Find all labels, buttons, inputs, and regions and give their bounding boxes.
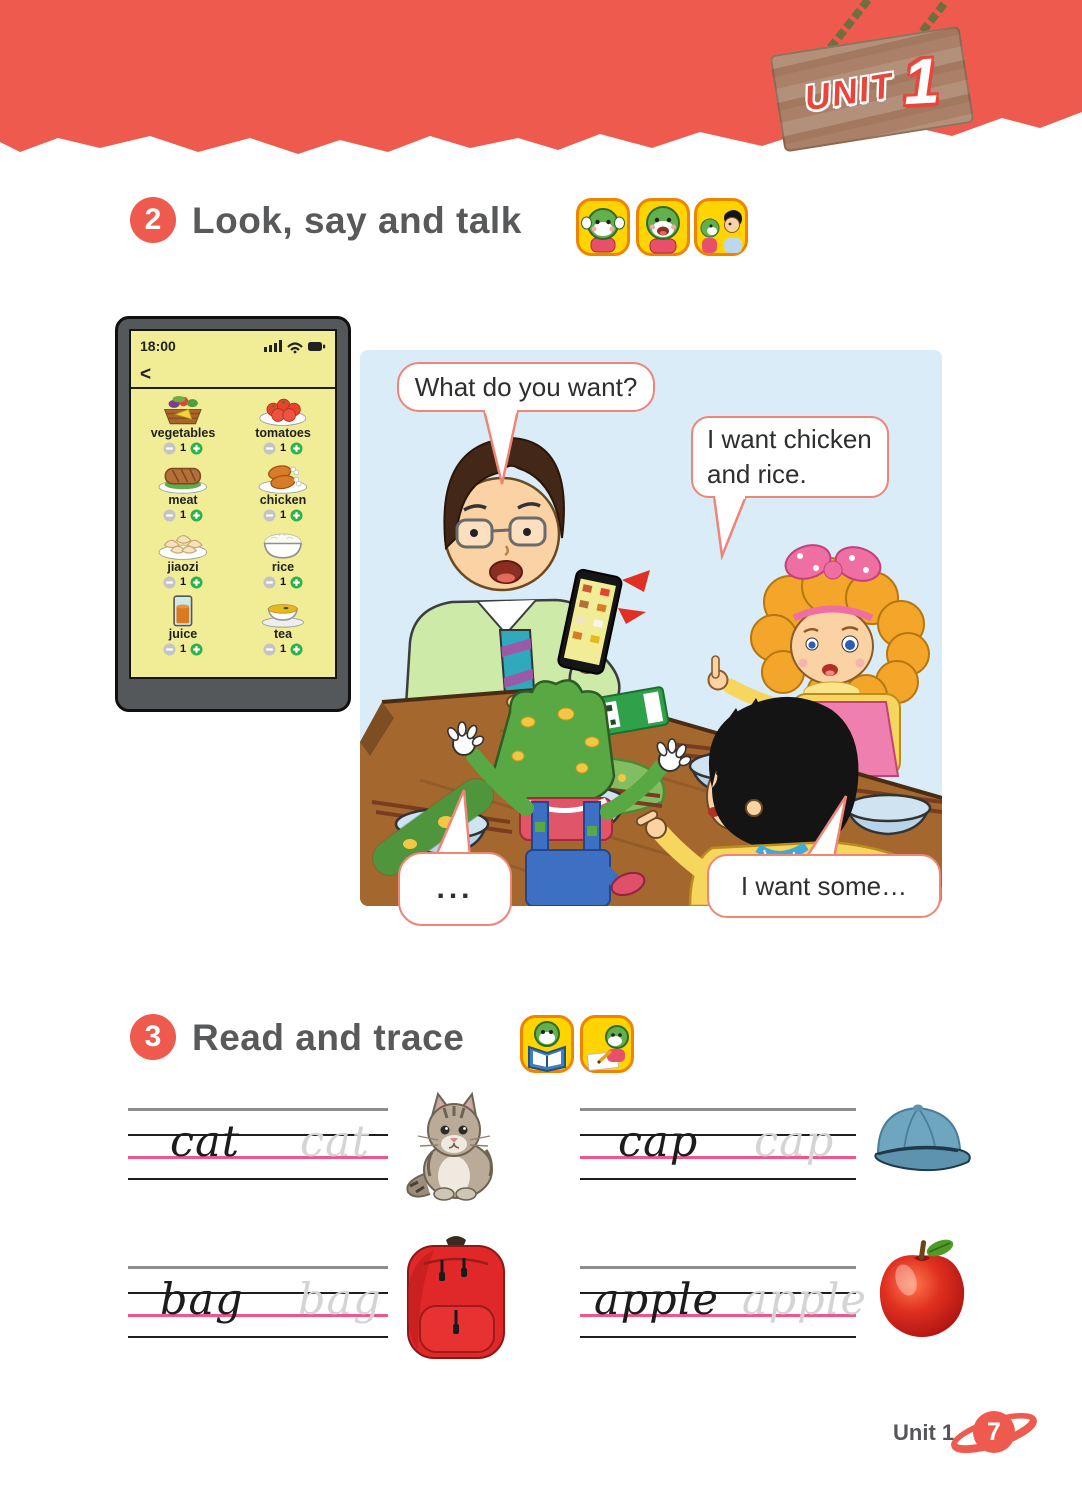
plus-icon[interactable] <box>290 442 303 455</box>
food-item-chicken <box>233 459 333 526</box>
battery-icon <box>308 342 322 351</box>
wifi-icon <box>288 343 302 347</box>
food-item-rice <box>233 526 333 593</box>
page-number: 7 <box>987 1417 1001 1446</box>
speech-bubble-boy <box>707 854 941 918</box>
food-name: juice <box>168 627 198 641</box>
food-item-tomatoes <box>233 392 333 459</box>
vegetables-icon <box>155 392 211 427</box>
jiaozi-icon <box>155 526 211 561</box>
plus-icon[interactable] <box>190 509 203 522</box>
food-name: rice <box>271 560 295 574</box>
quantity-value: 1 <box>179 442 187 455</box>
speech-tail-icon <box>478 410 526 486</box>
trace-lines-cap[interactable] <box>580 1108 856 1180</box>
quantity-value: 1 <box>279 576 287 589</box>
quantity-value: 1 <box>279 509 287 522</box>
trace-word-ghost[interactable]: apple <box>742 1275 867 1325</box>
food-grid <box>131 389 335 663</box>
look-icon <box>576 198 630 256</box>
phone-mock <box>115 316 351 712</box>
trace-lines-apple[interactable] <box>580 1266 867 1338</box>
handheld-phone <box>557 569 623 675</box>
minus-icon[interactable] <box>263 576 276 589</box>
tea-icon <box>255 593 311 628</box>
trace-word-model: apple <box>594 1275 719 1325</box>
quantity-value: 1 <box>279 442 287 455</box>
trace-word-model: bag <box>160 1275 244 1325</box>
quantity-value: 1 <box>179 576 187 589</box>
cap-photo <box>866 1096 978 1190</box>
minus-icon[interactable] <box>163 442 176 455</box>
quantity-value: 1 <box>279 643 287 656</box>
back-button[interactable]: < <box>140 363 152 385</box>
speech-bubble-dragon <box>398 852 512 926</box>
speech-bubble-teacher <box>397 362 655 412</box>
speech-text: ... <box>436 872 474 905</box>
minus-icon[interactable] <box>263 643 276 656</box>
kitten-photo <box>400 1090 512 1202</box>
food-name: chicken <box>259 493 307 507</box>
speech-text: I want some… <box>740 870 908 901</box>
chicken-icon <box>255 459 311 494</box>
trace-word-ghost[interactable]: bag <box>298 1275 382 1325</box>
footer-unit-label: Unit 1 <box>893 1420 955 1445</box>
food-name: meat <box>168 493 198 507</box>
speech-text: What do you want? <box>414 371 638 402</box>
trace-word-model: cat <box>170 1117 240 1167</box>
rice-icon <box>255 526 311 561</box>
plus-icon[interactable] <box>190 576 203 589</box>
minus-icon[interactable] <box>263 442 276 455</box>
speech-text: I want chicken and rice. <box>707 423 872 489</box>
minus-icon[interactable] <box>163 643 176 656</box>
meat-icon <box>155 459 211 494</box>
food-name: tea <box>273 627 293 641</box>
read-icon <box>520 1015 574 1073</box>
section-3-number-badge: 3 <box>130 1014 176 1060</box>
food-name: jiaozi <box>167 560 199 574</box>
speech-tail-icon <box>424 786 476 856</box>
food-item-jiaozi <box>133 526 233 593</box>
phone-statusbar <box>131 331 335 361</box>
trace-word-ghost[interactable]: cat <box>300 1117 370 1167</box>
unit-sign-number: 1 <box>901 44 941 119</box>
speech-tail-icon <box>706 496 752 560</box>
food-item-tea <box>233 593 333 660</box>
say-icon <box>636 198 690 256</box>
minus-icon[interactable] <box>163 509 176 522</box>
minus-icon[interactable] <box>163 576 176 589</box>
trace-write-icon <box>580 1015 634 1073</box>
speech-bubble-girl <box>691 416 889 498</box>
trace-lines-bag[interactable] <box>128 1266 388 1338</box>
plus-icon[interactable] <box>290 643 303 656</box>
quantity-value: 1 <box>179 643 187 656</box>
sound-mark-icon <box>622 570 650 592</box>
minus-icon[interactable] <box>263 509 276 522</box>
speech-tail-icon <box>800 790 856 858</box>
food-item-juice <box>133 593 233 660</box>
plus-icon[interactable] <box>290 576 303 589</box>
section-2-title: Look, say and talk <box>192 200 522 241</box>
juice-icon <box>155 593 211 628</box>
unit-sign-label: UNIT <box>802 65 897 119</box>
trace-word-model: cap <box>618 1117 699 1167</box>
status-icons <box>264 339 326 354</box>
plus-icon[interactable] <box>290 509 303 522</box>
plus-icon[interactable] <box>190 442 203 455</box>
section-3-title: Read and trace <box>192 1017 465 1058</box>
food-name: vegetables <box>150 426 216 440</box>
talk-icon <box>694 198 748 256</box>
backpack-photo <box>398 1230 514 1366</box>
tomatoes-icon <box>255 392 311 427</box>
phone-screen <box>129 329 337 679</box>
apple-photo <box>872 1236 972 1340</box>
section-2-number-badge: 2 <box>130 197 176 243</box>
trace-word-ghost[interactable]: cap <box>754 1117 835 1167</box>
food-name: tomatoes <box>255 426 311 440</box>
clock: 18:00 <box>140 338 176 354</box>
trace-lines-cat[interactable] <box>128 1108 388 1180</box>
food-item-vegetables <box>133 392 233 459</box>
food-item-meat <box>133 459 233 526</box>
plus-icon[interactable] <box>190 643 203 656</box>
quantity-value: 1 <box>179 509 187 522</box>
